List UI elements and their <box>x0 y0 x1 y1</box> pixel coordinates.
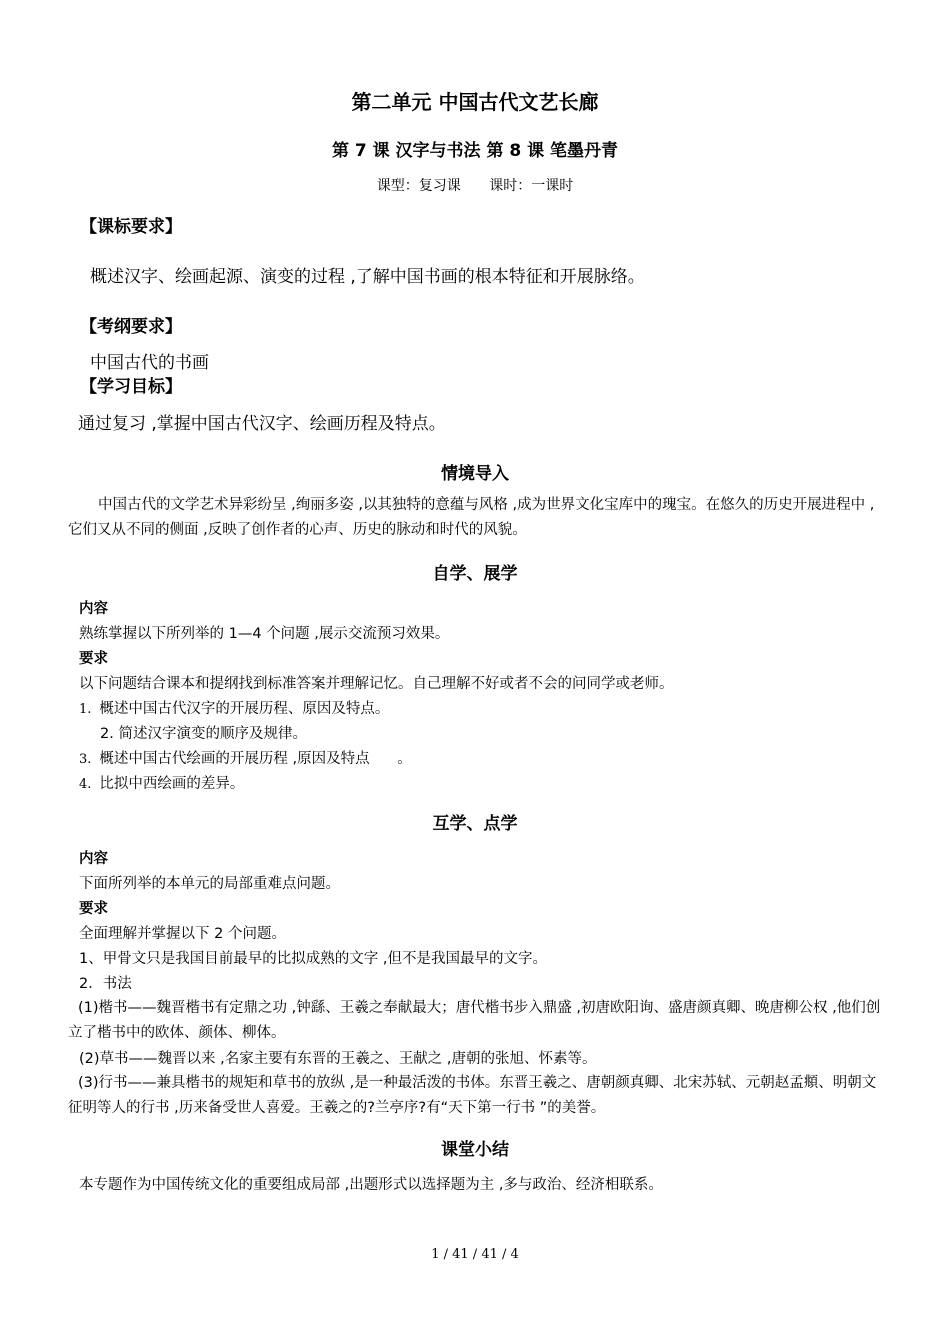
list-item <box>79 772 244 793</box>
curriculum-heading: 【课标要求】 <box>80 217 182 237</box>
lesson-subtitle: 第 7 课 汉字与书法 第 8 课 笔墨丹青 <box>331 141 619 161</box>
course-type: 课型：复习课 <box>376 178 461 194</box>
point-oracle-bone: 1、甲骨文只是我国目前最早的比拟成熟的文字 ,但不是我国最早的文字。 <box>79 951 547 967</box>
intro-heading: 情境导入 <box>441 464 509 484</box>
intro-text: 中国古代的文学艺术异彩纷呈 ,绚丽多姿 ,以其独特的意蕴与风格 ,成为世界文化宝库中的瑰宝。在悠久的历史开展进程中 ,它们又从不同的侧面 ,反映了创作者的心声、历史的脉动和时代的风貌。 <box>68 497 875 538</box>
list-item-text: 2. 简述汉字演变的顺序及规律。 <box>100 726 307 742</box>
curriculum-text: 概述汉字、绘画起源、演变的过程 ,了解中国书画的根本特征和开展脉络。 <box>90 267 645 287</box>
list-item-text: 概述中国古代汉字的开展历程、原因及特点。 <box>99 701 390 717</box>
caoshu-text: (2)草书——魏晋以来 ,名家主要有东晋的王羲之、王献之 ,唐朝的张旭、怀素等。 <box>79 1051 597 1067</box>
self-study-requirement-text: 以下问题结合课本和提纲找到标准答案并理解记忆。自己理解不好或者不会的问同学或老师。 <box>79 676 674 692</box>
mutual-study-requirement-text: 全面理解并掌握以下 2 个问题。 <box>79 926 286 942</box>
xingshu-text: (3)行书——兼具楷书的规矩和草书的放纵 ,是一种最活泼的书体。东晋王羲之、唐朝颜真卿、北宋苏轼、元朝赵孟頫、明朝文征明等人的行书 ,历来备受世人喜爱。王羲之的?兰亭序?有“天下第一行书 ”的美誉。 <box>68 1075 877 1116</box>
self-study-requirement-label: 要求 <box>79 651 108 667</box>
summary-heading: 课堂小结 <box>441 1140 509 1160</box>
page-title: 第二单元 中国古代文艺长廊 <box>351 90 599 114</box>
list-item <box>100 722 307 743</box>
goal-text: 通过复习 ,掌握中国古代汉字、绘画历程及特点。 <box>78 414 446 434</box>
list-item-number: 4. <box>79 777 92 792</box>
list-item <box>79 697 389 718</box>
kaishu-text: (1)楷书——魏晋楷书有定鼎之功 ,钟繇、王羲之奉献最大；唐代楷书步入鼎盛 ,初唐欧阳询、盛唐颜真卿、晚唐柳公权 ,他们创立了楷书中的欧体、颜体、柳体。 <box>68 1000 881 1041</box>
point-calligraphy: 2．书法 <box>79 976 132 992</box>
exam-text: 中国古代的书画 <box>90 353 209 373</box>
page-number: 1 / 41 / 41 / 4 <box>431 1247 519 1262</box>
mutual-study-content-label: 内容 <box>79 851 108 867</box>
lesson-meta <box>0 175 950 195</box>
list-item-text: 比拟中西绘画的差异。 <box>99 776 245 792</box>
goal-heading: 【学习目标】 <box>80 377 182 397</box>
course-period: 课时：一课时 <box>489 178 574 194</box>
mutual-study-heading: 互学、点学 <box>432 814 518 834</box>
mutual-study-requirement-label: 要求 <box>79 901 108 917</box>
self-study-heading: 自学、展学 <box>432 564 518 584</box>
self-study-content-label: 内容 <box>79 601 108 617</box>
summary-text: 本专题作为中国传统文化的重要组成局部 ,出题形式以选择题为主 ,多与政治、经济相联系。 <box>79 1177 663 1193</box>
self-study-content-text: 熟练掌握以下所列举的 1—4 个问题 ,展示交流预习效果。 <box>79 626 450 642</box>
list-item <box>79 747 412 768</box>
exam-heading: 【考纲要求】 <box>80 317 182 337</box>
list-item-number: 3. <box>79 752 92 767</box>
list-item-number: 1. <box>79 702 92 717</box>
mutual-study-content-text: 下面所列举的本单元的局部重难点问题。 <box>79 876 340 892</box>
list-item-text: 概述中国古代绘画的开展历程 ,原因及特点 。 <box>99 751 412 767</box>
